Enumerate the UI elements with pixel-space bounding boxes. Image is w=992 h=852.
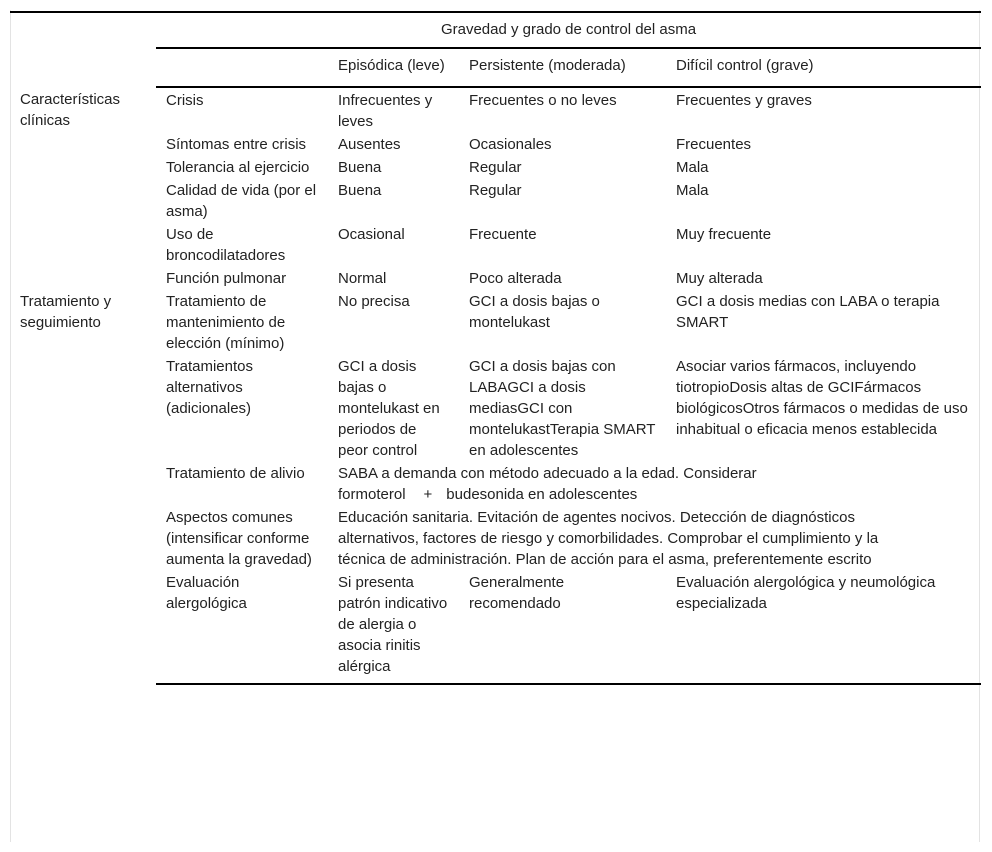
table-row (10, 87, 981, 134)
cell-leve: Infrecuentes y leves (338, 92, 433, 130)
header-empty-cell (10, 12, 156, 87)
section-label: Tratamiento y seguimiento (20, 293, 112, 331)
column-header-grave: Difícil control (grave) (666, 48, 981, 87)
cell-grave: Mala (676, 159, 709, 176)
table-row (10, 134, 981, 157)
row-item: Tratamiento de alivio (166, 465, 305, 482)
cell-moderada: Frecuentes o no leves (469, 92, 617, 109)
cell-grave: Mala (676, 182, 709, 199)
table-row (10, 224, 981, 268)
cell-leve: Buena (338, 159, 382, 176)
row-item: Tratamiento de mantenimiento de elección (mínimo) (166, 293, 286, 352)
section-label: Características clínicas (20, 91, 121, 129)
alivio-text-2: formoterol (338, 486, 406, 503)
cell-span-alivio (328, 463, 981, 507)
cell-span-aspectos: Educación sanitaria. Evitación de agentes nocivos. Detección de diagnósticos alternativos, factores de riesgo y comorbilidades. Comprobar el cumplimiento y la técnica de administración. Plan de acción para el asma, preferentemente escrito (338, 509, 879, 568)
cell-grave: Muy frecuente (676, 226, 772, 243)
asthma-severity-table (10, 11, 981, 685)
cell-leve: Normal (338, 270, 387, 287)
row-item: Uso de broncodilatadores (166, 226, 286, 264)
cell-moderada: GCI a dosis bajas o montelukast (469, 293, 600, 331)
table-row (10, 507, 981, 572)
cell-leve: GCI a dosis bajas o montelukast en periodos de peor control (338, 358, 440, 459)
table-row (10, 463, 981, 507)
plus-sign: + (423, 486, 433, 503)
row-item: Calidad de vida (por el asma) (166, 182, 317, 220)
row-item: Crisis (166, 92, 204, 109)
row-item: Síntomas entre crisis (166, 136, 307, 153)
cell-moderada: Ocasionales (469, 136, 552, 153)
row-item: Aspectos comunes (intensificar conforme aumenta la gravedad) (166, 509, 312, 568)
cell-leve: Ocasional (338, 226, 405, 243)
table-row (10, 572, 981, 684)
row-item: Evaluación alergológica (156, 572, 328, 684)
alivio-text-3: budesonida en adolescentes (446, 486, 638, 503)
cell-grave: Evaluación alergológica y neumológica especializada (666, 572, 981, 684)
row-item: Tratamientos alternativos (adicionales) (166, 358, 253, 417)
alivio-text-1: SABA a demanda con método adecuado a la edad. Considerar (338, 465, 757, 482)
cell-moderada: Frecuente (469, 226, 537, 243)
cell-moderada: Regular (469, 182, 522, 199)
table-row (10, 268, 981, 291)
table-row (10, 180, 981, 224)
column-header-moderada: Persistente (moderada) (459, 48, 666, 87)
row-item: Función pulmonar (166, 270, 287, 287)
cell-leve: Si presenta patrón indicativo de alergia o asocia rinitis alérgica (328, 572, 459, 684)
cell-leve: Buena (338, 182, 382, 199)
cell-leve: No precisa (338, 293, 410, 310)
cell-leve: Ausentes (338, 136, 401, 153)
header-row-columns (10, 48, 981, 87)
cell-grave: Asociar varios fármacos, incluyendo tiotropioDosis altas de GCIFármacos biológicosOtros fármacos o medidas de uso inhabitual o eficacia menos establecida (676, 358, 968, 438)
cell-moderada: Regular (469, 159, 522, 176)
header-row-group (10, 12, 981, 48)
cell-grave: Muy alterada (676, 270, 763, 287)
cell-grave: Frecuentes y graves (676, 92, 812, 109)
cell-moderada: Generalmente recomendado (459, 572, 666, 684)
cell-grave: Frecuentes (676, 136, 752, 153)
column-header-item (156, 48, 328, 87)
table-row (10, 291, 981, 356)
cell-moderada: Poco alterada (469, 270, 562, 287)
table-row (10, 356, 981, 463)
cell-moderada: GCI a dosis bajas con LABAGCI a dosis mediasGCI con montelukastTerapia SMART en adolescentes (469, 358, 656, 459)
cell-grave: GCI a dosis medias con LABA o terapia SMART (676, 293, 940, 331)
group-header: Gravedad y grado de control del asma (156, 12, 981, 48)
column-header-leve: Episódica (leve) (328, 48, 459, 87)
table-row (10, 157, 981, 180)
row-item: Tolerancia al ejercicio (166, 159, 310, 176)
